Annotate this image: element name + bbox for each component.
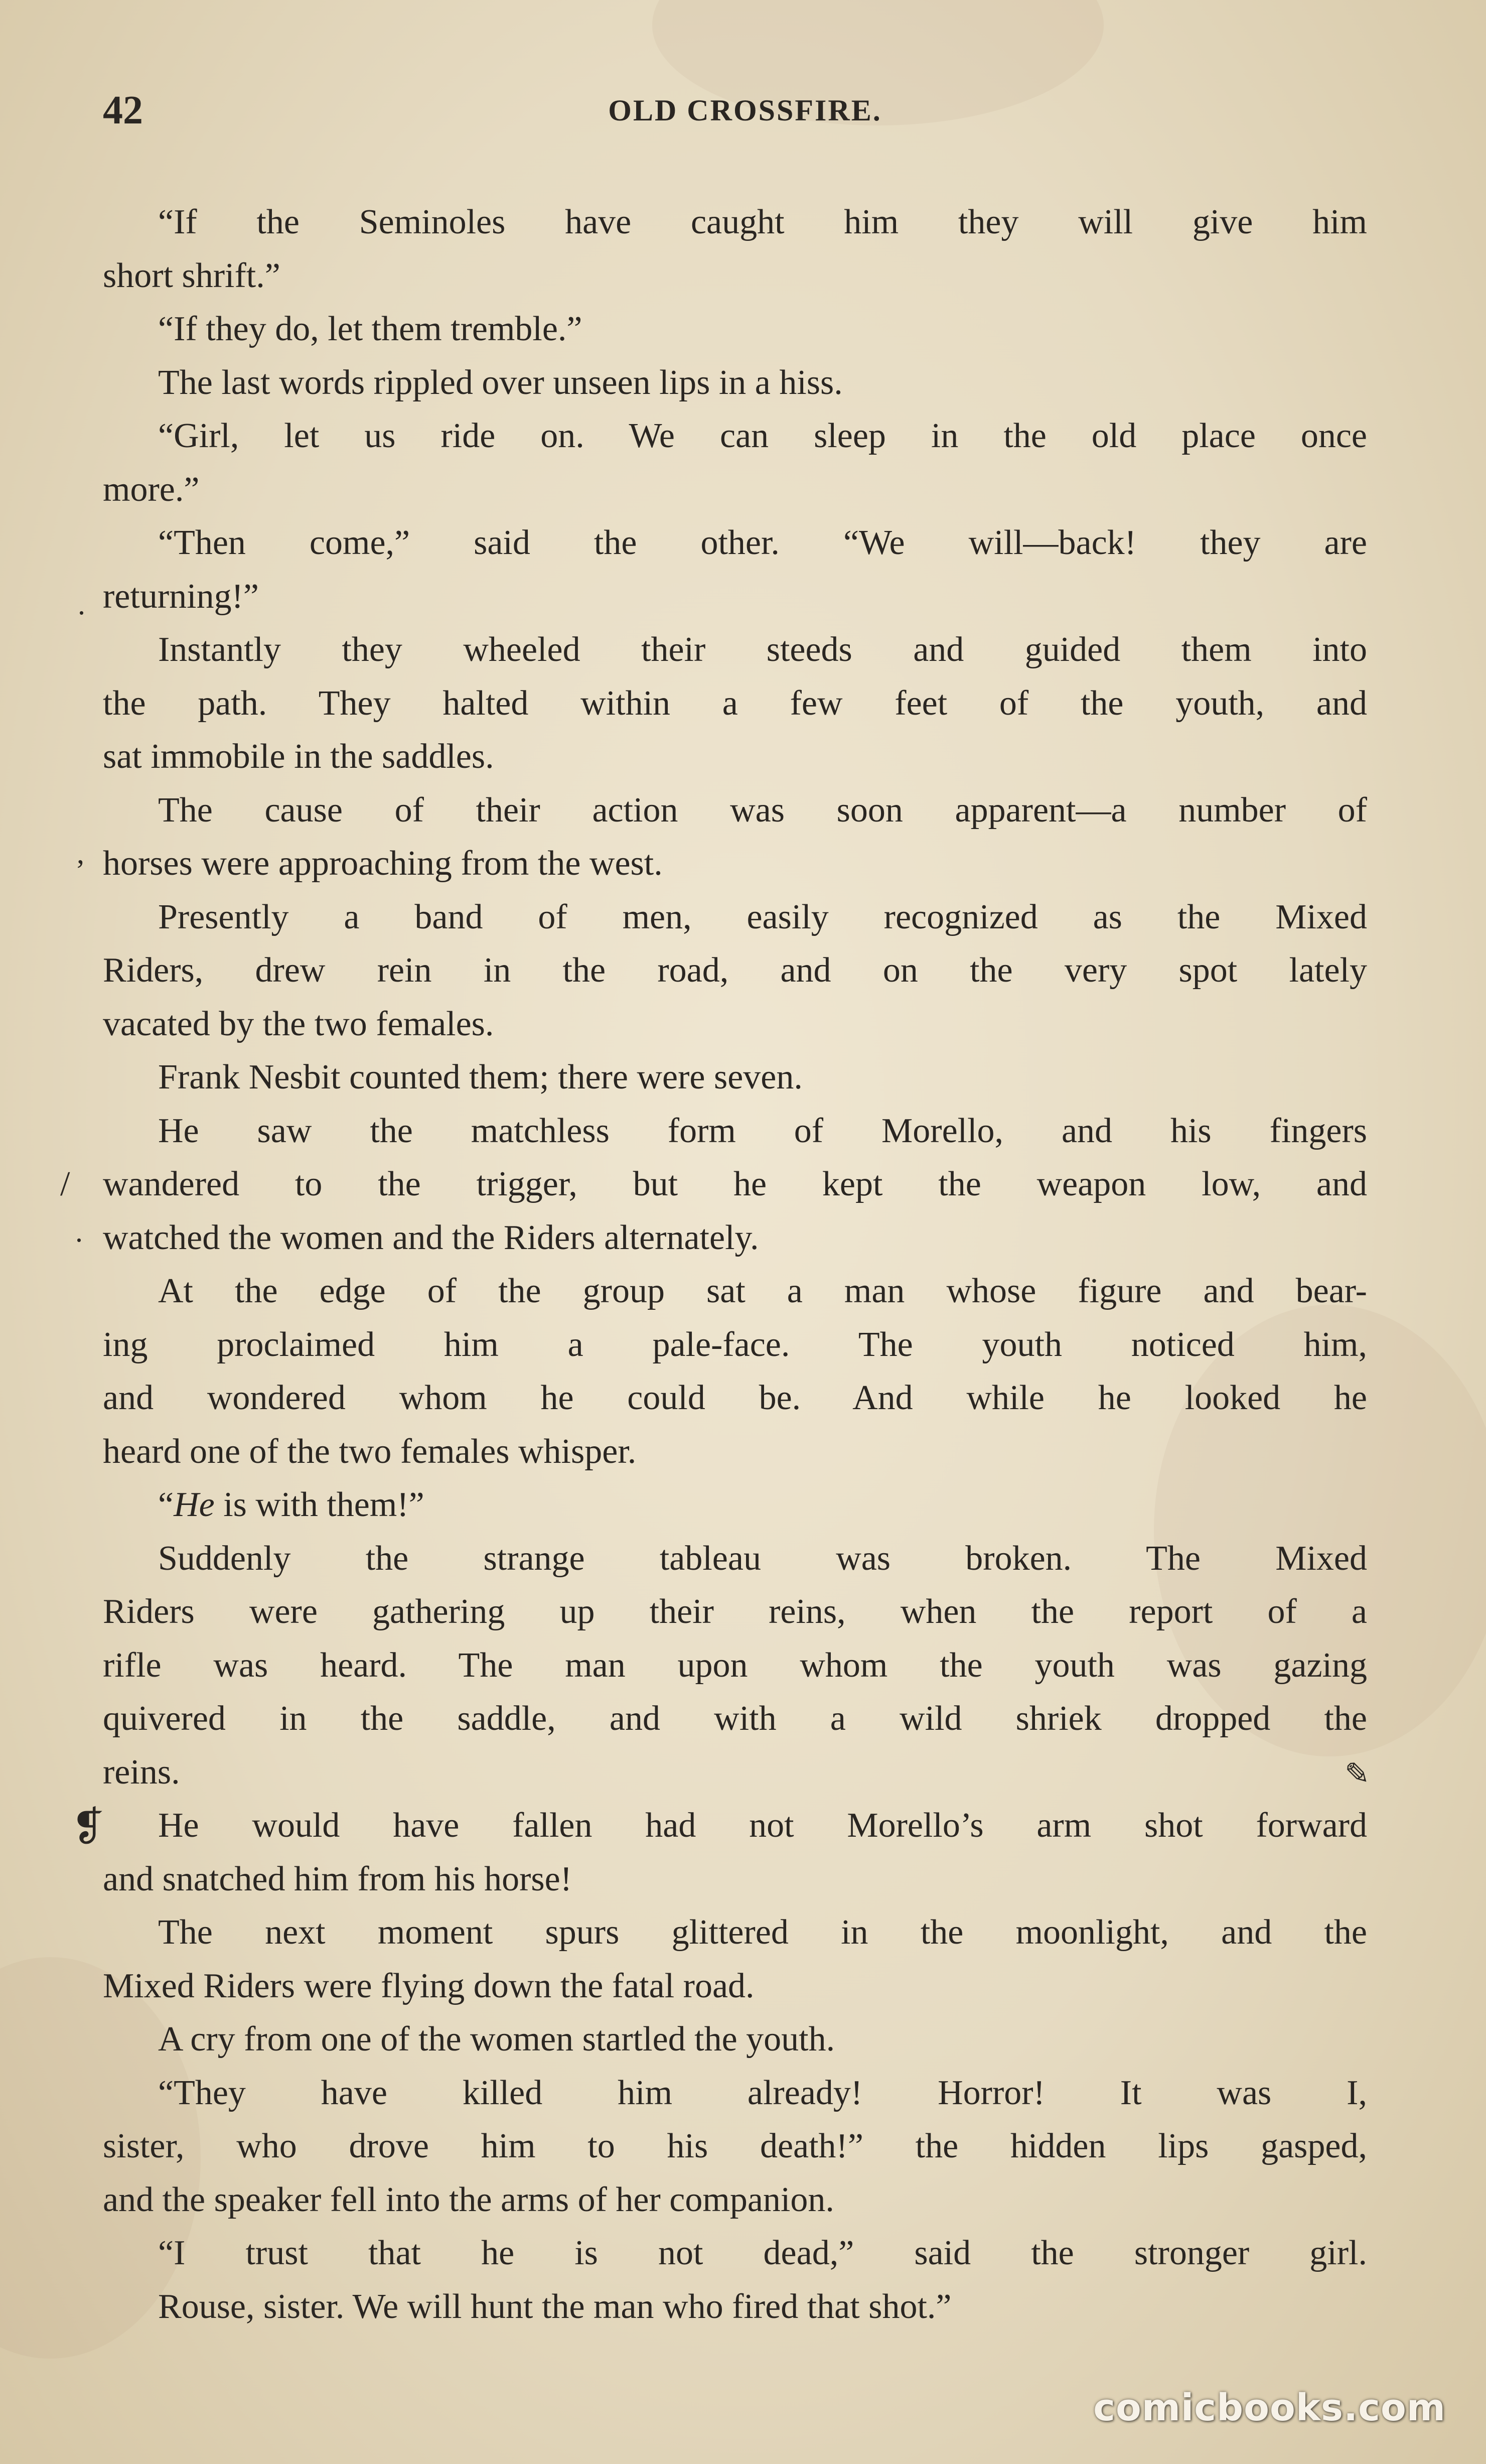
stray-mark: .	[75, 1215, 83, 1248]
text-line: and the speaker fell into the arms of her companion.	[103, 2180, 834, 2219]
text-line: The next moment spurs glittered in the moonlight, and the	[158, 1913, 1367, 1952]
running-head: OLD CROSSFIRE.	[608, 94, 882, 127]
text-line: “Then come,” said the other. “We will—back! they are	[158, 523, 1367, 562]
stray-mark: /	[60, 1165, 70, 1203]
text-line: heard one of the two females whisper.	[103, 1432, 637, 1471]
text-line: watched the women and the Riders alternately.	[103, 1218, 759, 1257]
watermark: comicbooks.com	[1093, 2386, 1446, 2429]
text-line: He saw the matchless form of Morello, and his fingers	[158, 1111, 1367, 1150]
text-line: He would have fallen had not Morello’s arm shot forward	[158, 1806, 1367, 1845]
page-number: 42	[103, 88, 143, 132]
text-line: short shrift.”	[103, 256, 280, 295]
text-line: reins.	[103, 1752, 180, 1792]
text-line: the path. They halted within a few feet of the youth, and	[103, 683, 1367, 723]
text-line: sister, who drove him to his death!” the hidden lips gasped,	[103, 2127, 1367, 2165]
stray-mark: ✎	[1345, 1757, 1370, 1791]
text-line: more.”	[103, 470, 200, 509]
text-line: “They have killed him already! Horror! It was I,	[158, 2073, 1367, 2112]
text-line: vacated by the two females.	[103, 1004, 494, 1043]
text-line: “Girl, let us ride on. We can sleep in the old place once	[158, 417, 1367, 455]
text-line: wandered to the trigger, but he kept the weapon low, and	[103, 1165, 1367, 1203]
text-line: “If the Seminoles have caught him they will give him	[158, 203, 1367, 241]
italic-word: He	[174, 1485, 215, 1524]
stray-mark: ʼ	[75, 854, 85, 887]
text-line: The last words rippled over unseen lips in a hiss.	[158, 363, 843, 402]
text-line: Riders were gathering up their reins, when the report of a	[103, 1592, 1367, 1631]
text-line: Riders, drew rein in the road, and on the very spot lately	[103, 951, 1367, 990]
printer-mark-icon: ❡	[71, 1803, 105, 1850]
text-line: Mixed Riders were flying down the fatal road.	[103, 1966, 755, 2005]
text-line: ing proclaimed him a pale-face. The youth noticed him,	[103, 1325, 1367, 1364]
text-line: “He is with them!”	[158, 1485, 424, 1524]
page-header	[103, 85, 1367, 135]
text-line: “I trust that he is not dead,” said the stronger girl.	[158, 2234, 1367, 2272]
text-line: Frank Nesbit counted them; there were seven.	[158, 1058, 803, 1097]
text-line: Suddenly the strange tableau was broken. The Mixed	[158, 1539, 1367, 1578]
text-line: Rouse, sister. We will hunt the man who fired that shot.”	[158, 2287, 952, 2326]
stray-mark: .	[78, 588, 85, 621]
body-text	[103, 196, 1367, 2334]
text-line: The cause of their action was soon apparent—a number of	[158, 790, 1367, 830]
text-line: returning!”	[103, 577, 259, 616]
text-line: horses were approaching from the west.	[103, 844, 663, 883]
text-line: Presently a band of men, easily recognized as the Mixed	[158, 897, 1367, 936]
text-line: rifle was heard. The man upon whom the youth was gazing	[103, 1646, 1367, 1685]
text-line: and snatched him from his horse!	[103, 1859, 572, 1898]
text-line: sat immobile in the saddles.	[103, 737, 494, 776]
text-line: and wondered whom he could be. And while he looked he	[103, 1379, 1367, 1417]
text-line: At the edge of the group sat a man whose figure and bear-	[158, 1272, 1367, 1310]
text-line: “If they do, let them tremble.”	[158, 310, 582, 348]
text-line: quivered in the saddle, and with a wild shriek dropped the	[103, 1699, 1367, 1738]
text-line: A cry from one of the women startled the youth.	[158, 2020, 835, 2059]
text-line: Instantly they wheeled their steeds and guided them into	[158, 630, 1367, 669]
